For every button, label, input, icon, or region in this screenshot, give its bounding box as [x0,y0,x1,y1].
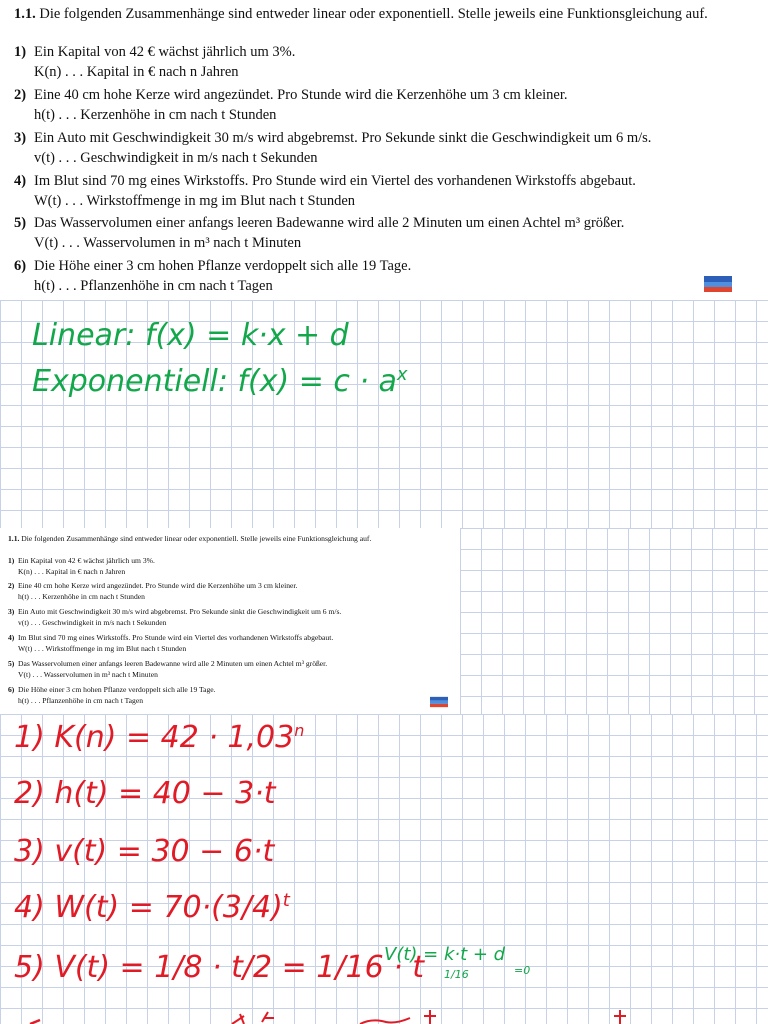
answer-4-exponent: t [282,890,290,911]
item-number: 2) [14,87,27,103]
item-number: 1) [14,44,27,60]
item-sub: V(t) . . . Wasservolumen in m³ nach t Minuten [34,235,302,251]
task-item [14,128,651,168]
answer-1-exponent: n [294,721,305,740]
task-intro: Die folgenden Zusammenhänge sind entweder linear oder exponentiell. Stelle jeweils eine Funktionsgleichung auf. [39,6,708,22]
item-sub: h(t) . . . Pflanzenhöhe in cm nach t Tagen [18,695,144,705]
task-item [8,607,341,629]
task-item [14,171,636,211]
item-number: 6) [14,258,27,274]
item-number: 1) [8,556,15,565]
item-number: 2) [8,581,15,590]
item-sub: W(t) . . . Wirkstoffmenge in mg im Blut nach t Stunden [18,643,187,653]
item-sub: h(t) . . . Kerzenhöhe in cm nach t Stunden [34,107,277,123]
answer-4 [14,890,290,925]
item-sub: K(n) . . . Kapital in € nach n Jahren [34,64,239,80]
answer-5-side-note: V(t) = k·t + d [384,944,506,965]
item-sub: h(t) . . . Kerzenhöhe in cm nach t Stunden [18,591,145,601]
answer-1-text: 1) K(n) = 42 · 1,03 [14,720,295,755]
exponential-formula-text: Exponentiell: f(x) = c · a [32,364,397,399]
answer-3: 3) v(t) = 30 − 6·t [14,834,275,869]
item-sub: v(t) . . . Geschwindigkeit in m/s nach t Sekunden [18,617,167,627]
task-number: 1.1. [8,534,20,543]
item-sub: W(t) . . . Wirkstoffmenge in mg im Blut nach t Stunden [34,193,356,209]
item-text: Die Höhe einer 3 cm hohen Pflanze verdoppelt sich alle 19 Tage. [18,685,216,694]
item-text: Ein Auto mit Geschwindigkeit 30 m/s wird abgebremst. Pro Sekunde sinkt die Geschwindigkeit um 6 m/s. [18,607,342,616]
item-number: 5) [14,215,27,231]
task-item [14,42,295,82]
item-text: Ein Auto mit Geschwindigkeit 30 m/s wird abgebremst. Pro Sekunde sinkt die Geschwindigkeit um 6 m/s. [34,130,652,146]
item-text: Das Wasservolumen einer anfangs leeren Badewanne wird alle 2 Minuten um einen Achtel m³ größer. [18,659,328,668]
task-heading [14,6,708,23]
item-text: Das Wasservolumen einer anfangs leeren Badewanne wird alle 2 Minuten um einen Achtel m³ größer. [34,215,625,231]
item-sub: h(t) . . . Pflanzenhöhe in cm nach t Tagen [34,278,273,294]
task-item [14,213,624,253]
item-text: Im Blut sind 70 mg eines Wirkstoffs. Pro Stunde wird ein Viertel des vorhandenen Wirkstoffs abgebaut. [18,633,334,642]
item-text: Im Blut sind 70 mg eines Wirkstoffs. Pro Stunde wird ein Viertel des vorhandenen Wirkstoffs abgebaut. [34,173,636,189]
exponential-formula-note [32,364,408,399]
task-heading [8,534,371,543]
answer-5: 5) V(t) = 1/8 · t/2 = 1/16 · t [14,950,425,985]
cropped-handwriting [0,1004,768,1024]
publisher-logo-icon [430,696,448,708]
task-sheet-copy [0,528,460,714]
item-text: Ein Kapital von 42 € wächst jährlich um 3%. [18,556,155,565]
item-number: 5) [8,659,15,668]
publisher-logo-icon [704,276,732,292]
answer-4-text: 4) W(t) = 70·(3/4) [14,890,283,925]
item-number: 4) [14,173,27,189]
item-sub: K(n) . . . Kapital in € nach n Jahren [18,566,126,576]
item-text: Eine 40 cm hohe Kerze wird angezündet. Pro Stunde wird die Kerzenhöhe um 3 cm kleiner. [18,581,298,590]
answer-5-side-k: 1/16 [444,968,469,981]
grid-paper-side [460,528,768,714]
answer-1 [14,720,304,755]
task-item [8,556,155,578]
exponential-formula-exponent: x [396,364,408,385]
item-text: Ein Kapital von 42 € wächst jährlich um 3%. [34,44,296,60]
task-item [8,659,327,681]
task-intro: Die folgenden Zusammenhänge sind entweder linear oder exponentiell. Stelle jeweils eine Funktionsgleichung auf. [21,534,372,543]
task-item [8,685,216,707]
item-number: 3) [8,607,15,616]
task-item [14,256,411,296]
linear-formula-note: Linear: f(x) = k·x + d [32,318,349,353]
answer-5-side-d: =0 [514,964,531,977]
item-text: Eine 40 cm hohe Kerze wird angezündet. Pro Stunde wird die Kerzenhöhe um 3 cm kleiner. [34,87,568,103]
task-item [8,581,297,603]
item-text: Die Höhe einer 3 cm hohen Pflanze verdoppelt sich alle 19 Tage. [34,258,412,274]
task-number: 1.1. [14,6,36,22]
answer-2: 2) h(t) = 40 − 3·t [14,776,276,811]
task-sheet [0,0,768,300]
task-item [14,85,568,125]
item-number: 3) [14,130,27,146]
task-item [8,633,333,655]
item-sub: v(t) . . . Geschwindigkeit in m/s nach t Sekunden [34,150,318,166]
item-sub: V(t) . . . Wasservolumen in m³ nach t Minuten [18,669,158,679]
item-number: 4) [8,633,15,642]
item-number: 6) [8,685,15,694]
